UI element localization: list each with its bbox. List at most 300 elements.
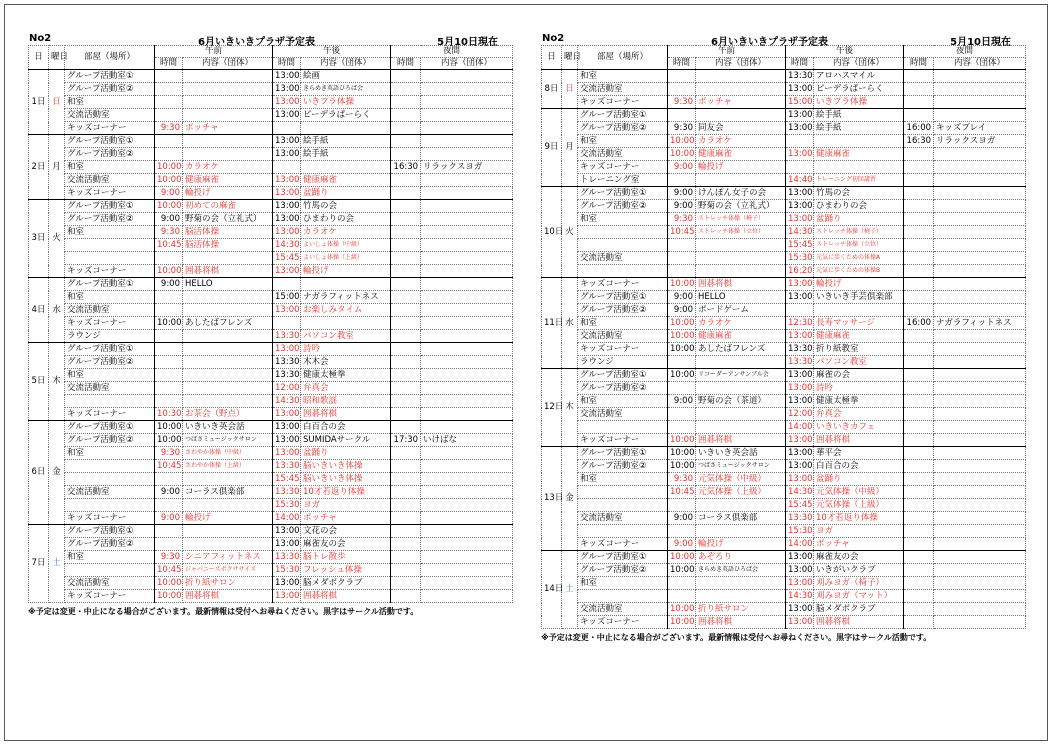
time-cell (273, 122, 301, 135)
activity-cell (421, 109, 513, 122)
time-cell: 10:00 (668, 135, 696, 148)
activity-cell (696, 525, 786, 538)
time-cell (273, 161, 301, 174)
room-cell: 交流活動室 (578, 330, 668, 343)
activity-cell (183, 148, 273, 161)
time-cell (786, 135, 814, 148)
room-cell: グループ活動室② (65, 538, 155, 551)
activity-cell: 詩吟 (814, 382, 904, 395)
time-cell: 9:00 (155, 187, 183, 200)
activity-cell: 輪投げ (814, 278, 904, 291)
activity-cell: ナガラフィットネス (934, 317, 1026, 330)
room-cell: 和室 (65, 96, 155, 109)
time-cell (668, 265, 696, 278)
activity-cell (696, 590, 786, 603)
table-row (29, 525, 513, 538)
time-cell (904, 525, 934, 538)
room-cell (578, 239, 668, 252)
time-cell: 14:40 (786, 174, 814, 187)
activity-cell: 健康麻雀 (814, 330, 904, 343)
time-cell: 14:30 (786, 590, 814, 603)
time-cell (155, 330, 183, 343)
time-cell: 9:00 (155, 486, 183, 499)
activity-cell (421, 252, 513, 265)
time-cell: 13:00 (273, 525, 301, 538)
activity-cell (934, 265, 1026, 278)
time-cell: 14:30 (273, 239, 301, 252)
time-cell (273, 317, 301, 330)
activity-cell: 囲碁将棋 (183, 265, 273, 278)
table-row (29, 421, 513, 434)
table-row (542, 382, 1026, 395)
activity-cell: 絵手紙 (814, 109, 904, 122)
room-cell: キッズコーナー (65, 512, 155, 525)
time-cell: 13:00 (786, 447, 814, 460)
time-cell (155, 499, 183, 512)
time-cell (904, 265, 934, 278)
activity-cell: 同友会 (696, 122, 786, 135)
table-row (542, 83, 1026, 96)
time-cell (155, 70, 183, 83)
time-cell (391, 213, 421, 226)
time-cell: 9:30 (668, 473, 696, 486)
time-cell: 13:00 (786, 473, 814, 486)
time-cell: 13:00 (273, 421, 301, 434)
schedule-table (28, 45, 513, 603)
activity-cell: 昭和歌謡 (301, 395, 391, 408)
time-cell (904, 174, 934, 187)
activity-cell (934, 96, 1026, 109)
room-cell: グループ活動室② (578, 460, 668, 473)
activity-cell: 脳いきいき体操 (301, 460, 391, 473)
table-row (29, 122, 513, 135)
activity-cell (934, 304, 1026, 317)
activity-cell: 盆踊り (814, 473, 904, 486)
table-row (29, 187, 513, 200)
activity-cell: コーラス倶楽部 (183, 486, 273, 499)
schedule-page-2 (541, 33, 1025, 643)
room-cell: キッズコーナー (578, 434, 668, 447)
activity-cell: カラオケ (301, 226, 391, 239)
activity-cell (421, 564, 513, 577)
time-cell: 13:00 (786, 382, 814, 395)
activity-cell (934, 538, 1026, 551)
activity-cell (934, 252, 1026, 265)
activity-cell (183, 83, 273, 96)
activity-cell (814, 304, 904, 317)
time-cell (155, 304, 183, 317)
weekday-cell: 土 (49, 525, 65, 603)
activity-cell: ピーデラぱーらく (814, 83, 904, 96)
weekday-cell: 火 (49, 200, 65, 278)
activity-cell: 初めての麻雀 (183, 200, 273, 213)
time-cell (904, 278, 934, 291)
time-cell: 15:30 (786, 252, 814, 265)
room-cell: 交流活動室 (578, 252, 668, 265)
table-row (29, 304, 513, 317)
activity-cell (183, 473, 273, 486)
table-row (29, 291, 513, 304)
time-cell: 12:30 (786, 317, 814, 330)
time-cell: 9:30 (155, 122, 183, 135)
time-cell (391, 525, 421, 538)
time-cell: 13:00 (273, 96, 301, 109)
activity-cell (696, 577, 786, 590)
activity-cell: 囲碁将棋 (696, 616, 786, 629)
time-cell (391, 278, 421, 291)
table-row (542, 317, 1026, 330)
activity-cell (421, 330, 513, 343)
activity-cell: リラックスヨガ (421, 161, 513, 174)
time-cell: 13:30 (786, 343, 814, 356)
room-cell: 交流活動室 (65, 304, 155, 317)
activity-cell (421, 382, 513, 395)
time-cell (904, 291, 934, 304)
header-day: 日 (29, 46, 49, 70)
time-cell (904, 603, 934, 616)
time-cell: 9:00 (668, 161, 696, 174)
room-cell: 交流活動室 (578, 512, 668, 525)
header-time: 時間 (668, 58, 696, 70)
activity-cell (934, 603, 1026, 616)
day-cell: 4日 (29, 278, 49, 343)
time-cell: 10:00 (155, 590, 183, 603)
room-cell: ラウンジ (65, 330, 155, 343)
room-cell: キッズコーナー (65, 408, 155, 421)
table-row (29, 395, 513, 408)
table-row (542, 538, 1026, 551)
table-row (29, 278, 513, 291)
time-cell (786, 304, 814, 317)
activity-cell: あしたばフレンズ (696, 343, 786, 356)
activity-cell (421, 239, 513, 252)
table-row (542, 616, 1026, 629)
activity-cell (696, 499, 786, 512)
footnote: ※予定は変更・中止になる場合がございます。最新情報は受付へお尋ねください。黒字はサークル活動です。 (541, 633, 932, 642)
weekday-cell: 水 (49, 278, 65, 343)
activity-cell: キッズプレイ (934, 122, 1026, 135)
activity-cell: ボッチャ (696, 96, 786, 109)
time-cell: 10:00 (668, 278, 696, 291)
time-cell (904, 408, 934, 421)
activity-cell (421, 408, 513, 421)
time-cell: 10:00 (668, 434, 696, 447)
activity-cell: 輪投げ (696, 538, 786, 551)
table-row (542, 148, 1026, 161)
time-cell (668, 239, 696, 252)
time-cell (904, 538, 934, 551)
activity-cell (934, 343, 1026, 356)
time-cell: 13:00 (273, 577, 301, 590)
time-cell: 10:45 (668, 226, 696, 239)
activity-cell: 文花の会 (301, 525, 391, 538)
time-cell: 13:00 (786, 434, 814, 447)
activity-cell (183, 538, 273, 551)
time-cell: 10:00 (668, 447, 696, 460)
room-cell: グループ活動室① (65, 278, 155, 291)
table-row (542, 603, 1026, 616)
time-cell (391, 538, 421, 551)
room-cell: 交流活動室 (578, 83, 668, 96)
time-cell (904, 96, 934, 109)
time-cell (668, 382, 696, 395)
activity-cell (814, 161, 904, 174)
time-cell: 17:30 (391, 434, 421, 447)
time-cell: 16:00 (904, 122, 934, 135)
table-row (542, 213, 1026, 226)
room-cell: 和室 (65, 369, 155, 382)
time-cell (668, 70, 696, 83)
activity-cell: 元気体操（上級） (696, 486, 786, 499)
room-cell: キッズコーナー (578, 616, 668, 629)
table-row (542, 122, 1026, 135)
room-cell: 交流活動室 (65, 109, 155, 122)
time-cell: 15:30 (273, 564, 301, 577)
room-cell: グループ活動室② (65, 148, 155, 161)
time-cell: 9:30 (668, 213, 696, 226)
time-cell (391, 551, 421, 564)
activity-cell: 絵手紙 (301, 148, 391, 161)
time-cell (904, 213, 934, 226)
room-cell: キッズコーナー (65, 590, 155, 603)
time-cell: 13:00 (786, 83, 814, 96)
time-cell: 13:00 (273, 538, 301, 551)
activity-cell: ストレッチ体操（立位） (814, 239, 904, 252)
room-cell (65, 564, 155, 577)
time-cell: 15:45 (786, 239, 814, 252)
table-row (542, 226, 1026, 239)
time-cell (391, 447, 421, 460)
table-row (29, 148, 513, 161)
activity-cell: 刈みヨガ（マット） (814, 590, 904, 603)
activity-cell (421, 135, 513, 148)
activity-cell (183, 330, 273, 343)
room-cell (578, 499, 668, 512)
time-cell (391, 239, 421, 252)
table-row (29, 96, 513, 109)
activity-cell: 竹馬の会 (814, 187, 904, 200)
time-cell (155, 473, 183, 486)
time-cell: 10:00 (155, 434, 183, 447)
activity-cell (934, 616, 1026, 629)
weekday-cell: 火 (562, 187, 578, 278)
time-cell: 16:30 (904, 135, 934, 148)
room-cell: キッズコーナー (65, 122, 155, 135)
table-row (542, 486, 1026, 499)
time-cell: 10:00 (668, 564, 696, 577)
as-of-date: 5月10日現在 (950, 37, 1011, 48)
time-cell: 13:30 (273, 486, 301, 499)
time-cell: 13:00 (786, 551, 814, 564)
activity-cell (421, 96, 513, 109)
time-cell (391, 499, 421, 512)
as-of-date: 5月10日現在 (437, 37, 498, 48)
footnote: ※予定は変更・中止になる場合がございます。最新情報は受付へお尋ねください。黒字はサークル活動です。 (28, 607, 419, 616)
time-cell: 9:00 (668, 291, 696, 304)
activity-cell: きらめき英語ひろば会 (301, 83, 391, 96)
activity-cell: 盆踊り (301, 187, 391, 200)
time-cell (668, 577, 696, 590)
activity-cell (934, 330, 1026, 343)
room-cell: グループ活動室① (578, 369, 668, 382)
day-cell: 13日 (542, 447, 562, 551)
table-row (29, 213, 513, 226)
header-time: 時間 (155, 58, 183, 70)
table-row (29, 200, 513, 213)
time-cell: 13:00 (786, 330, 814, 343)
activity-cell (421, 317, 513, 330)
header-dow: 曜日 (49, 46, 65, 70)
activity-cell: 囲碁将棋 (696, 278, 786, 291)
time-cell (155, 252, 183, 265)
activity-cell (421, 512, 513, 525)
weekday-cell: 月 (562, 109, 578, 187)
table-row (542, 369, 1026, 382)
room-cell: 交流活動室 (578, 603, 668, 616)
activity-cell (934, 109, 1026, 122)
activity-cell (934, 395, 1026, 408)
time-cell: 13:00 (786, 148, 814, 161)
room-cell: グループ活動室① (578, 291, 668, 304)
time-cell: 10:00 (155, 421, 183, 434)
time-cell (155, 343, 183, 356)
room-cell: 交流活動室 (578, 148, 668, 161)
activity-cell: 健康太極拳 (814, 395, 904, 408)
header-room: 部屋（場所） (65, 46, 155, 70)
time-cell: 10:45 (668, 486, 696, 499)
room-cell: 和室 (578, 317, 668, 330)
activity-cell: 野菊の会（茶道） (696, 395, 786, 408)
table-row (29, 161, 513, 174)
room-cell (65, 460, 155, 473)
activity-cell: 元気に歩くための体操B (814, 265, 904, 278)
activity-cell: 詩吟 (301, 343, 391, 356)
header-dow: 曜日 (562, 46, 578, 70)
table-row (542, 512, 1026, 525)
header-afternoon: 午後 (786, 46, 904, 58)
activity-cell: 10才若返り体操 (301, 486, 391, 499)
time-cell (668, 421, 696, 434)
time-cell (391, 226, 421, 239)
activity-cell: よいしょ体操（中級） (301, 239, 391, 252)
activity-cell: ボッチャ (814, 538, 904, 551)
room-cell: グループ活動室① (65, 135, 155, 148)
header-content: 内容（団体） (183, 58, 273, 70)
time-cell: 10:45 (155, 239, 183, 252)
time-cell: 13:30 (786, 356, 814, 369)
activity-cell: ストレッチ体操（立位） (696, 226, 786, 239)
time-cell (155, 148, 183, 161)
header-evening: 夜間 (904, 46, 1026, 58)
activity-cell (183, 499, 273, 512)
activity-cell: きらめき英語ひろば会 (696, 564, 786, 577)
activity-cell: 健康麻雀 (814, 148, 904, 161)
activity-cell (934, 460, 1026, 473)
time-cell: 13:00 (786, 603, 814, 616)
time-cell: 15:45 (786, 499, 814, 512)
activity-cell: 折り紙サロン (696, 603, 786, 616)
activity-cell (421, 148, 513, 161)
time-cell (155, 109, 183, 122)
time-cell (155, 525, 183, 538)
activity-cell (934, 278, 1026, 291)
time-cell: 13:30 (786, 70, 814, 83)
activity-cell: 元気に歩くための体操A (814, 252, 904, 265)
time-cell (904, 395, 934, 408)
activity-cell (934, 291, 1026, 304)
activity-cell (934, 434, 1026, 447)
activity-cell (421, 395, 513, 408)
time-cell: 10:00 (668, 343, 696, 356)
time-cell (391, 512, 421, 525)
time-cell (904, 304, 934, 317)
room-cell (578, 265, 668, 278)
activity-cell (183, 70, 273, 83)
activity-cell (934, 70, 1026, 83)
time-cell: 10:00 (668, 317, 696, 330)
activity-cell: 囲碁将棋 (814, 616, 904, 629)
time-cell: 9:00 (155, 512, 183, 525)
time-cell: 13:30 (273, 551, 301, 564)
time-cell: 14:30 (273, 395, 301, 408)
time-cell (904, 434, 934, 447)
activity-cell: 絵手紙 (814, 122, 904, 135)
time-cell: 14:00 (273, 512, 301, 525)
time-cell: 14:00 (786, 421, 814, 434)
activity-cell (934, 226, 1026, 239)
time-cell (904, 382, 934, 395)
activity-cell: 囲碁将棋 (696, 434, 786, 447)
time-cell (904, 148, 934, 161)
time-cell (904, 252, 934, 265)
time-cell: 10:00 (668, 551, 696, 564)
table-row (29, 109, 513, 122)
activity-cell (934, 512, 1026, 525)
activity-cell: カラオケ (183, 161, 273, 174)
room-cell (65, 239, 155, 252)
room-cell: ラウンジ (578, 356, 668, 369)
activity-cell (934, 486, 1026, 499)
activity-cell: ストレッチ体操（椅子） (814, 226, 904, 239)
activity-cell: いきプラ体操 (814, 96, 904, 109)
activity-cell (934, 421, 1026, 434)
activity-cell (421, 70, 513, 83)
time-cell (904, 70, 934, 83)
time-cell: 10:00 (668, 460, 696, 473)
schedule-page-1 (28, 33, 512, 617)
room-cell: 和室 (65, 447, 155, 460)
day-cell: 5日 (29, 343, 49, 421)
time-cell: 10:00 (155, 317, 183, 330)
time-cell (668, 109, 696, 122)
time-cell: 10:45 (155, 460, 183, 473)
time-cell: 13:00 (273, 590, 301, 603)
time-cell (391, 382, 421, 395)
time-cell: 10:00 (155, 577, 183, 590)
activity-cell (421, 590, 513, 603)
activity-cell: アロハスマイル (814, 70, 904, 83)
time-cell (904, 499, 934, 512)
time-cell: 10:00 (668, 148, 696, 161)
time-cell: 12:00 (786, 408, 814, 421)
activity-cell (696, 174, 786, 187)
time-cell: 16:20 (786, 265, 814, 278)
time-cell: 13:00 (273, 83, 301, 96)
table-row (29, 408, 513, 421)
table-row (542, 265, 1026, 278)
time-cell: 13:00 (786, 369, 814, 382)
activity-cell: 脳活体操 (183, 226, 273, 239)
